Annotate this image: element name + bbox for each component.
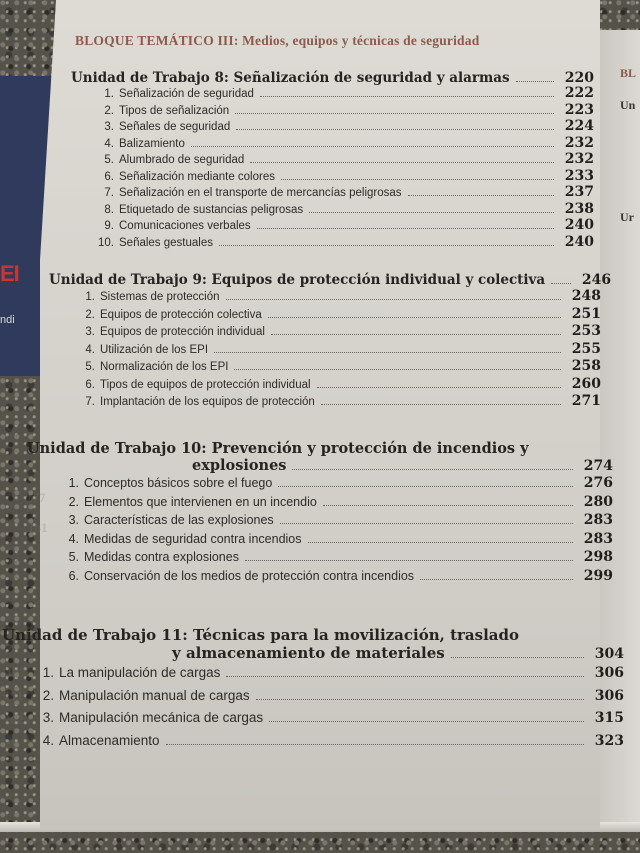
toc-entry[interactable]: [92, 235, 594, 252]
entry-number: 1.: [68, 476, 79, 490]
toc-entry[interactable]: [92, 202, 594, 219]
entry-page-number: 276: [583, 475, 613, 491]
facing-page-unit-fragment: Un: [620, 98, 636, 112]
unit-items: [57, 474, 613, 586]
entry-page-number: 298: [583, 549, 613, 566]
leader-dots: [309, 212, 554, 213]
entry-page-number: 237: [564, 184, 594, 200]
entry-label: Equipos de protección individual: [100, 326, 265, 338]
entry-page-number: 306: [594, 665, 624, 681]
entry-number: 5.: [104, 154, 114, 166]
entry-label: Tipos de señalización: [119, 104, 230, 117]
leader-dots: [516, 81, 554, 82]
toc-entry[interactable]: [73, 376, 601, 394]
entry-number: 3.: [85, 326, 95, 338]
toc-entry[interactable]: [92, 103, 594, 120]
entry-label: Señalización de seguridad: [119, 88, 254, 100]
entry-number: 2.: [42, 687, 54, 703]
entry-label: Utilización de los EPI: [100, 343, 209, 356]
entry-number: 3.: [68, 513, 79, 528]
toc-entry[interactable]: [73, 358, 601, 376]
entry-label: Señalización mediante colores: [119, 170, 275, 183]
unit-items: [32, 662, 624, 752]
entry-label: Medidas contra explosiones: [84, 550, 239, 565]
entry-number: 8.: [104, 203, 114, 216]
toc-unit: [49, 272, 612, 411]
entry-label: Medidas de seguridad contra incendios: [84, 531, 302, 546]
entry-label: Señales gestuales: [119, 236, 213, 249]
entry-label: Normalización de los EPI: [100, 361, 229, 373]
leader-dots: [260, 96, 554, 97]
toc-entry[interactable]: [73, 288, 601, 306]
facing-page-unit-fragment: Ur: [620, 210, 634, 224]
entry-label: Elementos que intervienen en un incendio: [84, 494, 317, 509]
entry-page-number: 224: [564, 118, 594, 134]
entry-label: Conservación de los medios de protección contra incendios: [84, 568, 415, 583]
toc-entry[interactable]: [73, 393, 601, 411]
entry-number: 4.: [68, 531, 79, 546]
leader-dots: [551, 283, 571, 284]
entry-label: Señales de seguridad: [119, 121, 231, 133]
leader-dots: [420, 579, 573, 580]
entry-number: 7.: [104, 187, 114, 199]
entry-page-number: 315: [594, 710, 624, 726]
entry-page-number: 240: [564, 217, 594, 233]
leader-dots: [321, 404, 561, 405]
entry-number: 10.: [98, 236, 114, 249]
unit-title-row[interactable]: [49, 272, 612, 288]
entry-number: 3.: [104, 121, 114, 133]
toc-entry[interactable]: [92, 136, 594, 153]
leader-dots: [191, 146, 554, 147]
entry-number: 5.: [68, 550, 79, 565]
leader-dots: [323, 505, 573, 506]
unit-title: Unidad de Trabajo 8: Señalización de seguridad y alarmas: [71, 70, 510, 86]
entry-label: Equipos de protección colectiva: [100, 308, 262, 321]
toc-entry[interactable]: [92, 185, 594, 202]
leader-dots: [235, 113, 554, 114]
entry-number: 7.: [85, 396, 95, 408]
unit-items: [73, 288, 601, 411]
unit-page-number: 274: [583, 458, 613, 474]
entry-page-number: 223: [564, 101, 594, 118]
toc-entry[interactable]: [92, 86, 594, 103]
entry-label: La manipulación de cargas: [59, 665, 221, 680]
unit-page-number: 220: [564, 70, 594, 86]
unit-title-continuation: explosiones: [192, 457, 287, 474]
unit-title-row[interactable]: [27, 440, 613, 457]
entry-label: Almacenamiento: [59, 732, 160, 748]
entry-label: Características de las explosiones: [84, 513, 274, 528]
unit-title: Unidad de Trabajo 9: Equipos de protección individual y colectiva: [49, 272, 546, 288]
entry-page-number: 271: [571, 393, 601, 409]
leader-dots: [408, 195, 554, 196]
entry-page-number: 240: [564, 233, 594, 250]
toc-entry[interactable]: [57, 493, 613, 512]
leader-dots: [451, 657, 584, 658]
toc-unit: [27, 440, 613, 586]
unit-title-continuation: y almacenamiento de materiales: [172, 644, 445, 662]
toc-entry[interactable]: [92, 152, 594, 169]
unit-title: Unidad de Trabajo 10: Prevención y protección de incendios y: [27, 440, 529, 457]
entry-number: 2.: [104, 104, 114, 117]
entry-number: 1.: [42, 665, 54, 680]
entry-label: Alumbrado de seguridad: [119, 154, 245, 166]
entry-number: 5.: [85, 361, 95, 373]
entry-number: 6.: [85, 378, 95, 391]
leader-dots: [280, 523, 573, 524]
entry-number: 6.: [104, 170, 114, 183]
leader-dots: [256, 699, 584, 700]
entry-number: 2.: [68, 494, 79, 509]
entry-page-number: 255: [571, 340, 601, 357]
leader-dots: [317, 387, 561, 388]
unit-title-continuation-row[interactable]: [2, 644, 624, 662]
entry-label: Balizamiento: [119, 137, 185, 150]
leader-dots: [226, 299, 561, 300]
book-cover-red-lettering: EI: [0, 261, 19, 286]
entry-page-number: 248: [571, 288, 601, 304]
leader-dots: [278, 486, 573, 487]
unit-page-number: 246: [581, 272, 612, 288]
entry-page-number: 323: [594, 732, 624, 749]
entry-number: 2.: [85, 308, 95, 321]
leader-dots: [234, 369, 561, 370]
unit-title-row[interactable]: [71, 70, 594, 86]
unit-title-row[interactable]: [2, 626, 624, 644]
entry-number: 4.: [85, 343, 95, 356]
toc-entry[interactable]: [73, 341, 601, 359]
leader-dots: [245, 560, 573, 561]
unit-items: [92, 86, 594, 251]
entry-number: 1.: [104, 88, 114, 100]
unit-title-continuation-row[interactable]: [27, 457, 613, 474]
toc-unit: [2, 626, 624, 752]
entry-page-number: 283: [583, 512, 613, 529]
leader-dots: [271, 334, 561, 335]
entry-page-number: 258: [571, 358, 601, 374]
toc-entry[interactable]: [57, 530, 613, 549]
leader-dots: [226, 676, 584, 677]
toc-entry[interactable]: [73, 323, 601, 341]
entry-number: 4.: [104, 137, 114, 150]
unit-title: Unidad de Trabajo 11: Técnicas para la movilización, traslado: [2, 626, 519, 644]
entry-page-number: 253: [571, 323, 601, 339]
leader-dots: [219, 245, 554, 246]
section-header: BLOQUE TEMÁTICO III: Medios, equipos y técnicas de seguridad: [75, 33, 480, 48]
toc-entry[interactable]: [57, 474, 613, 493]
entry-number: 6.: [68, 568, 79, 583]
toc-entry[interactable]: [92, 218, 594, 235]
toc-entry[interactable]: [32, 685, 624, 708]
entry-page-number: 238: [564, 200, 594, 217]
entry-label: Manipulación mecánica de cargas: [59, 710, 264, 725]
leader-dots: [308, 542, 574, 543]
entry-label: Señalización en el transporte de mercancías peligrosas: [119, 187, 402, 199]
leader-dots: [257, 228, 554, 229]
entry-page-number: 222: [564, 85, 594, 101]
entry-label: Comunicaciones verbales: [119, 220, 251, 232]
toc-entry[interactable]: [32, 662, 624, 685]
toc-entry[interactable]: [92, 169, 594, 186]
entry-page-number: 232: [564, 134, 594, 151]
toc-entry[interactable]: [32, 707, 624, 730]
toc-entry[interactable]: [92, 119, 594, 136]
facing-page-header-fragment: BL: [620, 66, 637, 80]
entry-page-number: 260: [571, 375, 601, 392]
toc-entry[interactable]: [32, 730, 624, 753]
entry-page-number: 306: [594, 687, 624, 704]
entry-number: 9.: [104, 220, 114, 232]
leader-dots: [166, 744, 584, 745]
entry-number: 4.: [42, 732, 54, 748]
entry-page-number: 233: [564, 167, 594, 184]
leader-dots: [269, 721, 584, 722]
leader-dots: [250, 162, 554, 163]
entry-label: Sistemas de protección: [100, 291, 220, 303]
entry-page-number: 251: [571, 305, 601, 322]
entry-page-number: 232: [564, 151, 594, 167]
unit-page-number: 304: [594, 646, 624, 662]
entry-number: 3.: [42, 710, 54, 725]
toc-entry[interactable]: [57, 548, 613, 567]
leader-dots: [214, 352, 561, 353]
entry-label: Etiquetado de sustancias peligrosas: [119, 203, 304, 216]
toc-entry[interactable]: [57, 567, 613, 586]
entry-page-number: 283: [583, 530, 613, 547]
book-cover-text: ndi: [0, 314, 15, 326]
entry-label: Conceptos básicos sobre el fuego: [84, 476, 273, 490]
toc-unit: [71, 70, 594, 251]
leader-dots: [268, 317, 561, 318]
entry-number: 1.: [85, 291, 95, 303]
toc-entry[interactable]: [73, 306, 601, 324]
entry-page-number: 299: [583, 567, 613, 584]
entry-label: Manipulación manual de cargas: [59, 687, 250, 703]
entry-label: Tipos de equipos de protección individual: [100, 378, 311, 391]
toc-entry[interactable]: [57, 511, 613, 530]
entry-page-number: 280: [583, 493, 613, 510]
entry-label: Implantación de los equipos de protección: [100, 396, 315, 408]
leader-dots: [281, 179, 554, 180]
leader-dots: [292, 469, 573, 470]
leader-dots: [236, 129, 554, 130]
